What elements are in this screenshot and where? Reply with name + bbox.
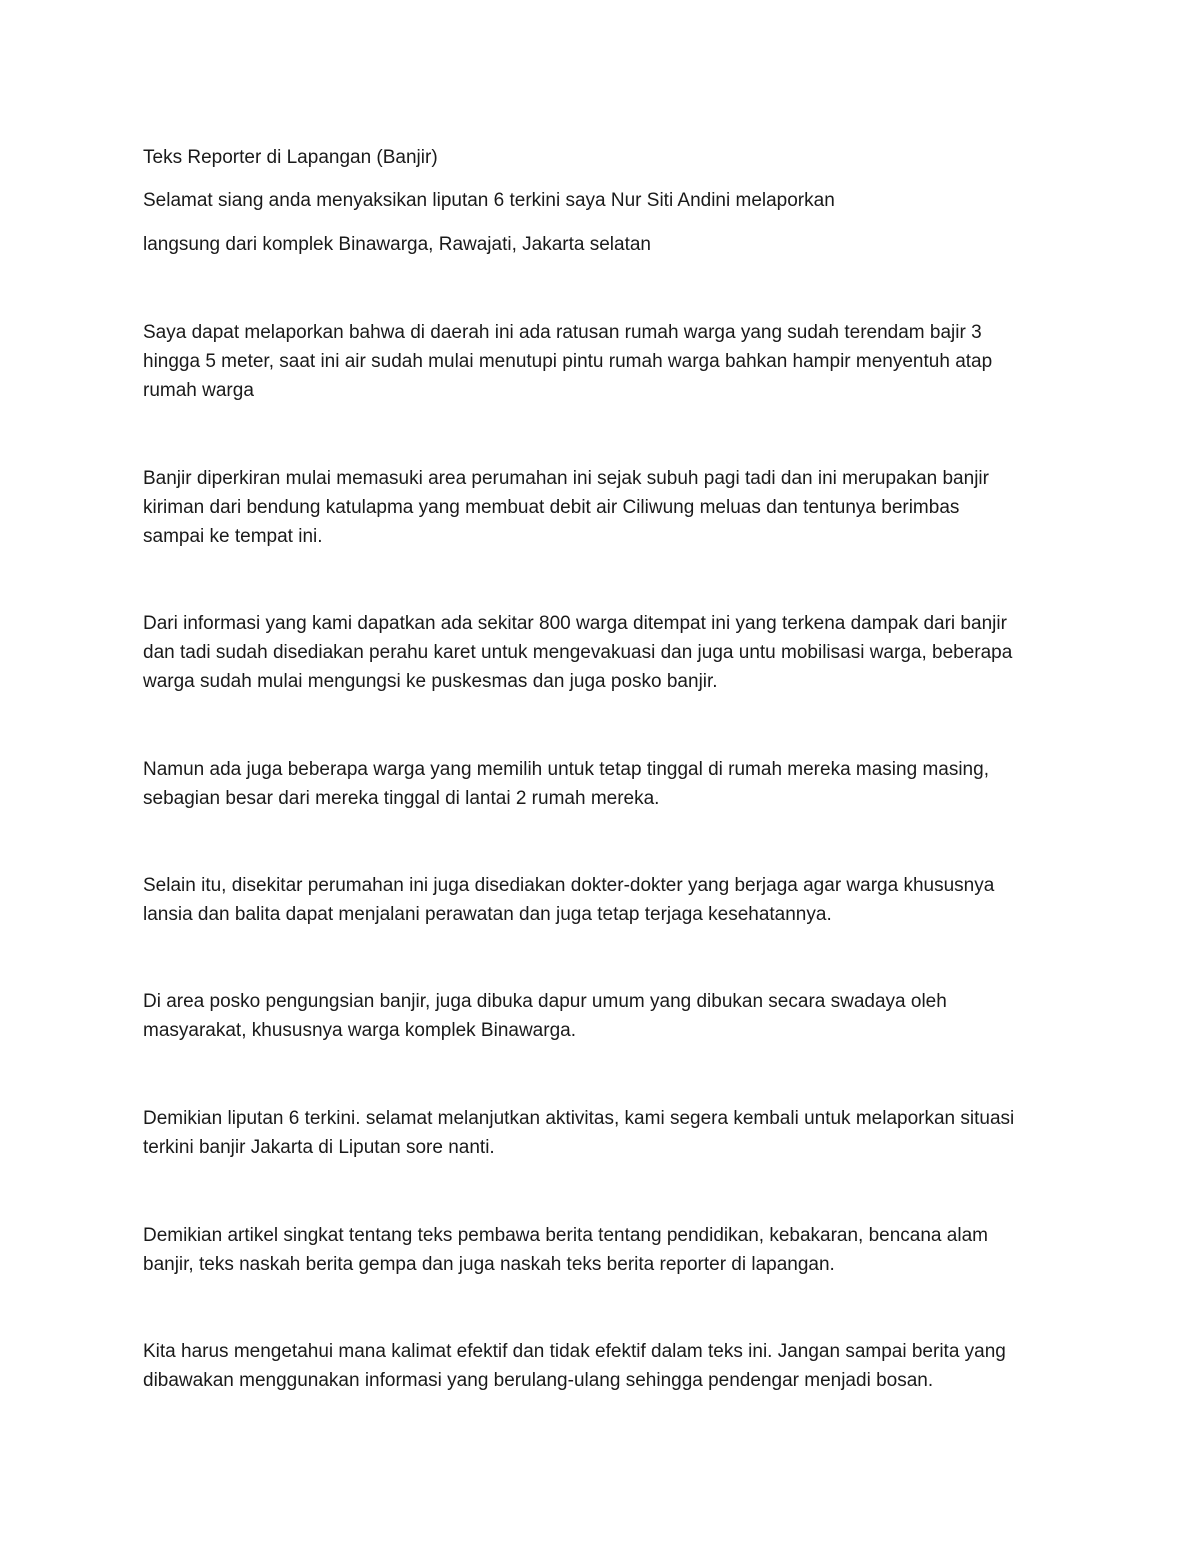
paragraph-line: sebagian besar dari mereka tinggal di lantai 2 rumah mereka. [143, 788, 660, 809]
paragraph-line: dibawakan menggunakan informasi yang berulang-ulang sehingga pendengar menjadi bosan. [143, 1370, 934, 1391]
paragraph-line: Demikian liputan 6 terkini. selamat melanjutkan aktivitas, kami segera kembali untuk melaporkan situasi [143, 1108, 1015, 1129]
paragraph-line: sampai ke tempat ini. [143, 526, 323, 547]
paragraph-line: Banjir diperkiran mulai memasuki area perumahan ini sejak subuh pagi tadi dan ini merupakan banjir [143, 468, 989, 489]
paragraph-line: rumah warga [143, 380, 254, 401]
paragraph-line: Demikian artikel singkat tentang teks pembawa berita tentang pendidikan, kebakaran, bencana alam [143, 1225, 988, 1246]
paragraph-line: Selain itu, disekitar perumahan ini juga disediakan dokter-dokter yang berjaga agar warga khususnya [143, 875, 995, 896]
paragraph-line: dan tadi sudah disediakan perahu karet untuk mengevakuasi dan juga untu mobilisasi warga, beberapa [143, 642, 1013, 663]
intro-line: langsung dari komplek Binawarga, Rawajati, Jakarta selatan [143, 234, 651, 255]
paragraph-line: Namun ada juga beberapa warga yang memilih untuk tetap tinggal di rumah mereka masing masing, [143, 759, 989, 780]
paragraph-line: hingga 5 meter, saat ini air sudah mulai menutupi pintu rumah warga bahkan hampir menyentuh atap [143, 351, 993, 372]
paragraph-line: Di area posko pengungsian banjir, juga dibuka dapur umum yang dibukan secara swadaya oleh [143, 991, 947, 1012]
paragraph-line: Saya dapat melaporkan bahwa di daerah ini ada ratusan rumah warga yang sudah terendam bajir 3 [143, 322, 982, 343]
paragraph-line: Kita harus mengetahui mana kalimat efektif dan tidak efektif dalam teks ini. Jangan sampai berita yang [143, 1341, 1006, 1362]
paragraph-line: kiriman dari bendung katulapma yang membuat debit air Ciliwung meluas dan tentunya berimbas [143, 497, 960, 518]
paragraph-line: warga sudah mulai mengungsi ke puskesmas dan juga posko banjir. [143, 671, 718, 692]
paragraph-line: Dari informasi yang kami dapatkan ada sekitar 800 warga ditempat ini yang terkena dampak dari banjir [143, 613, 1007, 634]
paragraph-line: masyarakat, khususnya warga komplek Binawarga. [143, 1020, 576, 1041]
paragraph-line: lansia dan balita dapat menjalani perawatan dan juga tetap terjaga kesehatannya. [143, 904, 832, 925]
intro-line: Selamat siang anda menyaksikan liputan 6 terkini saya Nur Siti Andini melaporkan [143, 190, 835, 211]
document-title: Teks Reporter di Lapangan (Banjir) [143, 147, 438, 168]
paragraph-line: terkini banjir Jakarta di Liputan sore nanti. [143, 1137, 495, 1158]
paragraph-line: banjir, teks naskah berita gempa dan juga naskah teks berita reporter di lapangan. [143, 1254, 835, 1275]
